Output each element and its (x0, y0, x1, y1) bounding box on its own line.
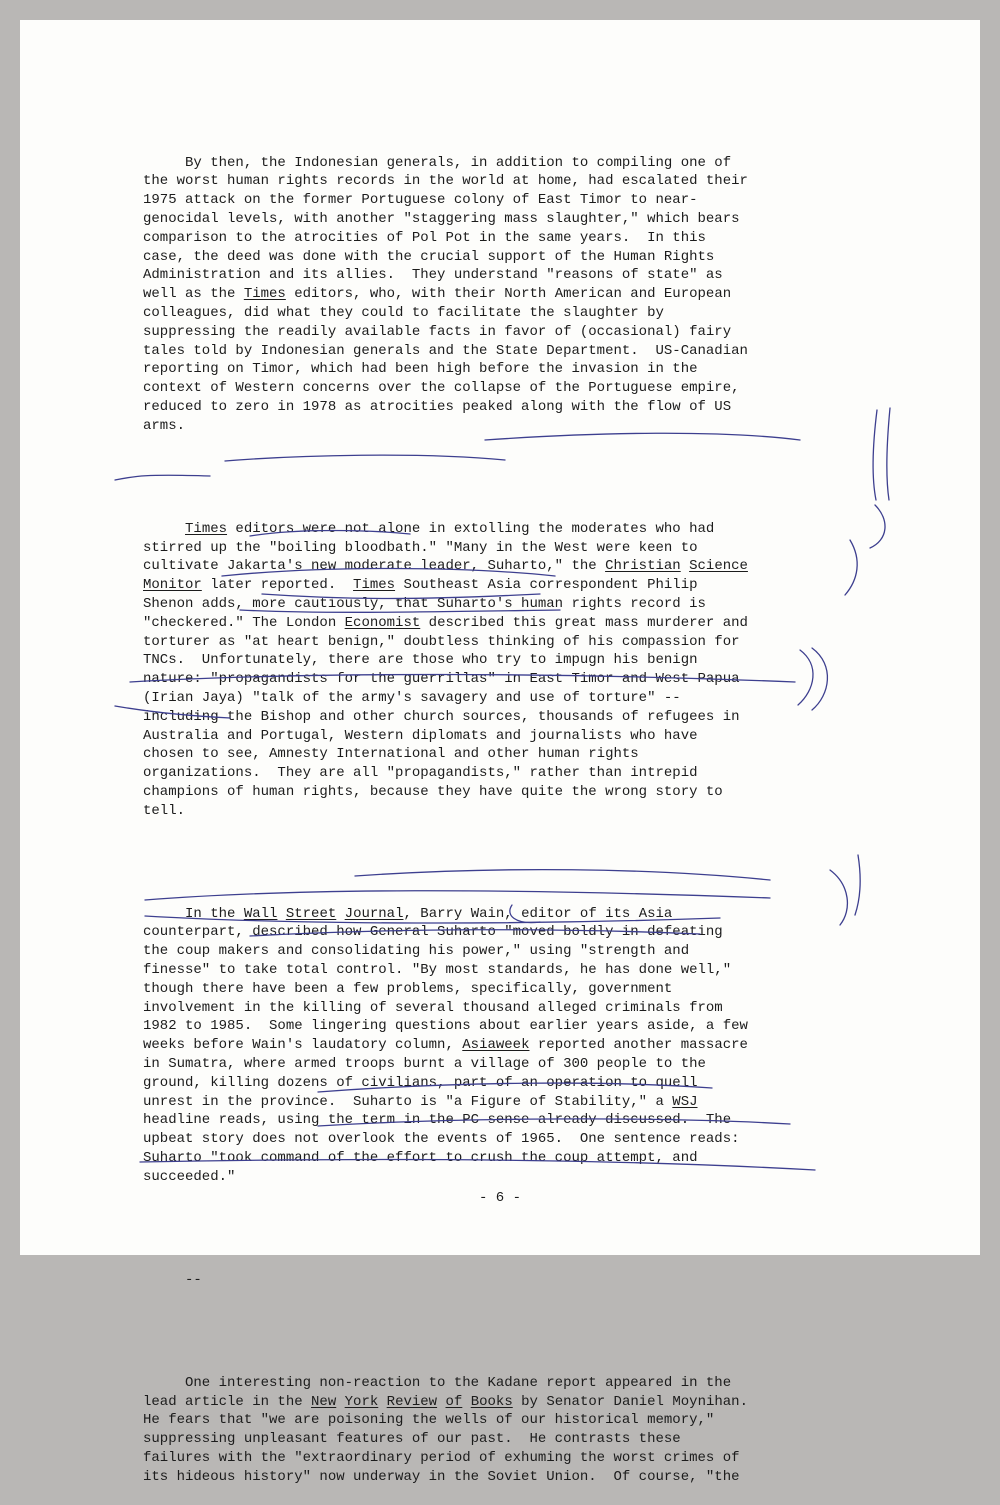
text-segment: by Senator Daniel Moynihan. (512, 1393, 748, 1410)
underlined-title: Review (386, 1393, 438, 1410)
section-separator: -- (143, 1271, 202, 1288)
text-segment: lead article in the (143, 1393, 312, 1410)
underlined-title: of (445, 1393, 463, 1410)
text-segment (462, 1394, 470, 1410)
text-line: arms. (143, 417, 186, 434)
text-line: nature: "propagandists for the guerrillas" in East Timor and West Papua (143, 671, 740, 688)
underlined-title: WSJ (672, 1093, 698, 1110)
text-line: involvement in the killing of several thousand alleged criminals from (143, 999, 723, 1016)
paragraph-east-timor (143, 154, 843, 436)
text-line: champions of human rights, because they have quite the wrong story to (143, 783, 723, 800)
text-segment: weeks before Wain's laudatory column, (143, 1037, 463, 1054)
text-line: tell. (143, 802, 186, 819)
text-line: reporting on Timor, which had been high before the invasion in the (143, 361, 698, 378)
text-line: headline reads, using the term in the PC sense already discussed. The (143, 1112, 732, 1129)
text-line: upbeat story does not overlook the events of 1965. One sentence reads: (143, 1131, 740, 1148)
text-line: tales told by Indonesian generals and the State Department. US-Canadian (143, 342, 748, 359)
underlined-title: Christian (605, 558, 681, 575)
text-line: the coup makers and consolidating his power," using "strength and (143, 943, 690, 960)
text-line: chosen to see, Amnesty International and other human rights (143, 746, 639, 763)
text-segment: editors, who, with their North American and European (285, 286, 732, 303)
underlined-title: New (311, 1393, 337, 1410)
text-segment (277, 906, 285, 922)
text-line: finesse" to take total control. "By most standards, he has done well," (143, 962, 732, 979)
text-line: counterpart, described how General Suharto "moved boldly in defeating (143, 924, 723, 941)
text-line (143, 1393, 843, 1412)
text-line: including the Bishop and other church sources, thousands of refugees in (143, 708, 740, 725)
text-line: stirred up the "boiling bloodbath." "Many in the West were keen to (143, 539, 698, 556)
text-line: reduced to zero in 1978 as atrocities peaked along with the flow of US (143, 398, 732, 415)
text-segment: In the (143, 905, 244, 922)
underlined-title: Asiaweek (462, 1037, 530, 1054)
underlined-title: Street (285, 905, 337, 922)
text-segment: cultivate Jakarta's new moderate leader, Suharto," the (143, 558, 606, 575)
text-line: torturer as "at heart benign," doubtless thinking of his compassion for (143, 633, 740, 650)
text-line: 1982 to 1985. Some lingering questions about earlier years aside, a few (143, 1018, 748, 1035)
text-line: colleagues, did what they could to facilitate the slaughter by (143, 304, 664, 321)
text-segment: "checkered." The London (143, 614, 345, 631)
underlined-title: Journal (344, 905, 404, 922)
text-line: TNCs. Unfortunately, there are those who try to impugn his benign (143, 652, 698, 669)
text-segment (336, 906, 344, 922)
text-segment (378, 1394, 386, 1410)
paragraph-kadane-report (143, 1374, 843, 1487)
text-line: case, the deed was done with the crucial support of the Human Rights (143, 248, 715, 265)
text-line (143, 520, 843, 539)
underlined-title: Times (353, 577, 396, 594)
text-line (143, 285, 843, 304)
text-segment: , Barry Wain, editor of its Asia (403, 905, 673, 922)
text-segment: unrest in the province. Suharto is "a Figure of Stability," a (143, 1093, 673, 1110)
text-line: its hideous history" now underway in the Soviet Union. Of course, "the (143, 1468, 740, 1485)
text-segment: editors were not alone in extolling the moderates who had (227, 520, 715, 537)
page-number: - 6 - (478, 1190, 521, 1206)
text-line: comparison to the atrocities of Pol Pot in the same years. In this (143, 229, 706, 246)
text-segment: later reported. (201, 577, 354, 594)
text-line (143, 1093, 843, 1112)
text-line: By then, the Indonesian generals, in addition to compiling one of (143, 154, 732, 171)
text-line: suppressing the readily available facts in favor of (occasional) fairy (143, 323, 732, 340)
underlined-title: Wall (243, 905, 278, 922)
underlined-title: Times (243, 286, 286, 303)
text-line: Suharto "took command of the effort to crush the coup attempt, and (143, 1150, 698, 1167)
text-line: He fears that "we are poisoning the wells of our historical memory," (143, 1412, 715, 1429)
text-line: failures with the "extraordinary period of exhuming the worst crimes of (143, 1449, 740, 1466)
underlined-title: Science (689, 558, 748, 575)
text-line: suppressing unpleasant features of our past. He contrasts these (143, 1431, 681, 1448)
text-line: (Irian Jaya) "talk of the army's savagery and use of torture" -- (143, 689, 681, 706)
text-line (143, 557, 843, 576)
paragraph-moderates (143, 520, 843, 821)
text-line: Australia and Portugal, Western diplomats and journalists who have (143, 727, 698, 744)
text-segment (143, 521, 185, 537)
text-line: genocidal levels, with another "staggering mass slaughter," which bears (143, 210, 740, 227)
underlined-title: Economist (344, 614, 421, 631)
text-line (143, 1036, 843, 1055)
text-line: One interesting non-reaction to the Kadane report appeared in the (143, 1374, 732, 1391)
text-segment: Southeast Asia correspondent Philip (395, 577, 698, 594)
text-line: the worst human rights records in the world at home, had escalated their (143, 173, 748, 190)
underlined-title: York (344, 1393, 379, 1410)
text-segment: well as the (143, 286, 244, 303)
underlined-title: Monitor (143, 577, 202, 594)
text-line: Administration and its allies. They understand "reasons of state" as (143, 267, 723, 284)
text-line: 1975 attack on the former Portuguese colony of East Timor to near- (143, 192, 698, 209)
underlined-title: Times (185, 520, 228, 537)
text-line: context of Western concerns over the collapse of the Portuguese empire, (143, 380, 740, 397)
text-segment (437, 1394, 445, 1410)
text-line (143, 614, 843, 633)
text-line: organizations. They are all "propagandists," rather than intrepid (143, 765, 698, 782)
text-line (143, 576, 843, 595)
text-line: though there have been a few problems, specifically, government (143, 980, 673, 997)
text-segment: reported another massacre (529, 1037, 748, 1054)
underlined-title: Books (470, 1393, 513, 1410)
typed-text-body (143, 116, 843, 1505)
text-segment: described this great mass murderer and (420, 614, 748, 631)
paragraph-wall-street-journal (143, 905, 843, 1187)
text-line (143, 905, 843, 924)
text-line: ground, killing dozens of civilians, part of an operation to quell (143, 1074, 698, 1091)
text-segment (681, 558, 689, 574)
text-line: Shenon adds, more cautiously, that Suharto's human rights record is (143, 595, 706, 612)
text-line: succeeded." (143, 1168, 236, 1185)
text-segment (336, 1394, 344, 1410)
text-line: in Sumatra, where armed troops burnt a village of 300 people to the (143, 1056, 706, 1073)
